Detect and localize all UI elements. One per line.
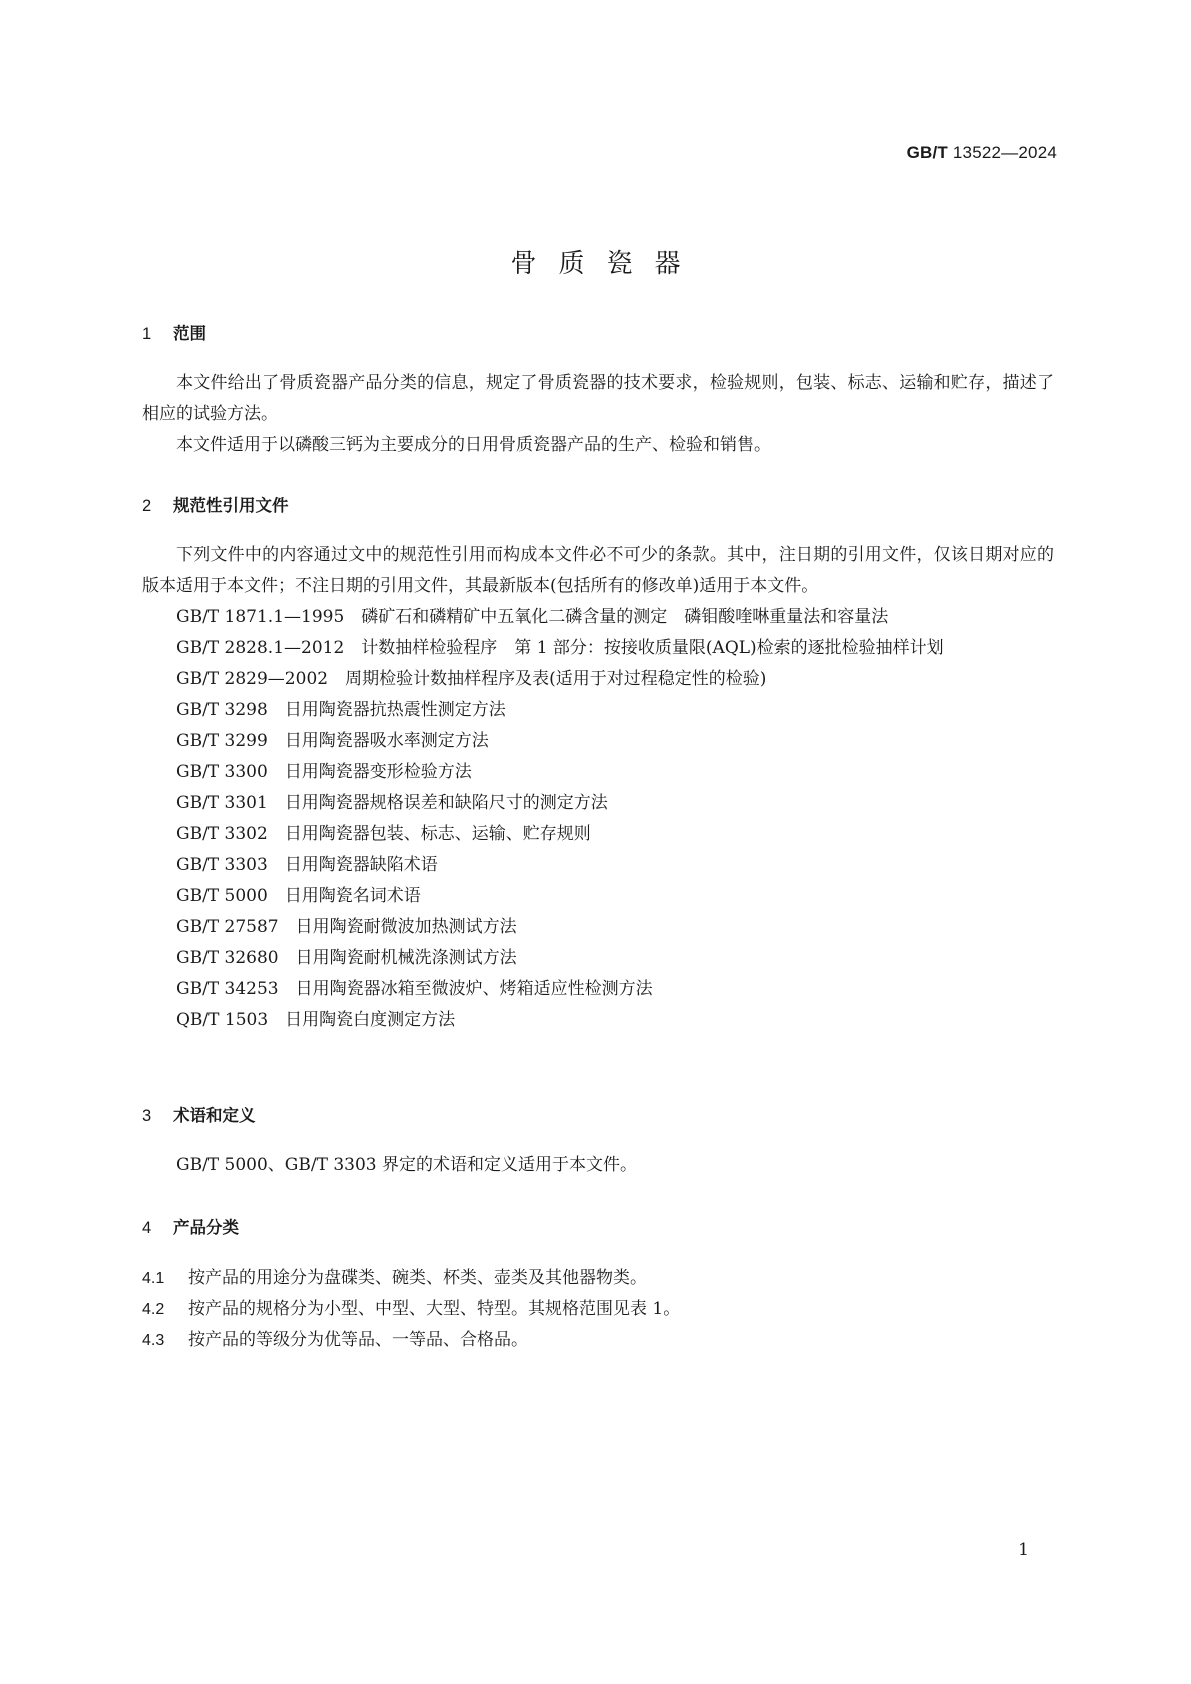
section-2-heading: [142, 492, 289, 516]
clause-number: 4.3: [142, 1332, 165, 1349]
reference-code: GB/T 1871.1—1995: [176, 607, 345, 627]
reference-title: 日用陶瓷器规格误差和缺陷尺寸的测定方法: [284, 793, 608, 813]
clause-item: [142, 1325, 1054, 1356]
reference-code: GB/T 2829—2002: [176, 669, 329, 689]
document-title: 骨质瓷器: [510, 249, 703, 279]
reference-code: GB/T 3302: [176, 824, 268, 844]
reference-title: 日用陶瓷器缺陷术语: [284, 855, 438, 875]
reference-code: GB/T 32680: [176, 948, 279, 968]
paragraph: GB/T 5000、GB/T 3303 界定的术语和定义适用于本文件。: [176, 1155, 638, 1175]
clause-number: 4.2: [142, 1301, 165, 1318]
section-1-body: [142, 368, 1054, 461]
section-title: 术语和定义: [173, 1106, 256, 1125]
page-number: 1: [1018, 1540, 1029, 1560]
section-title: 产品分类: [173, 1218, 239, 1237]
reference-title: 日用陶瓷耐微波加热测试方法: [295, 917, 517, 937]
reference-item: [142, 850, 1054, 881]
clause-item: [142, 1263, 1054, 1294]
reference-title: 日用陶瓷白度测定方法: [285, 1010, 456, 1030]
reference-title: 日用陶瓷器包装、标志、运输、贮存规则: [284, 824, 591, 844]
reference-code: QB/T 1503: [176, 1010, 269, 1030]
reference-item: [142, 974, 1054, 1005]
section-1-heading: [142, 320, 206, 344]
paragraph: 本文件给出了骨质瓷器产品分类的信息，规定了骨质瓷器的技术要求，检验规则，包装、标志、运输和贮存，描述了相应的试验方法。: [142, 373, 1054, 424]
section-number: 3: [142, 1107, 152, 1125]
standard-number: [907, 143, 1057, 163]
reference-code: GB/T 3301: [176, 793, 268, 813]
clause-text: 按产品的用途分为盘碟类、碗类、杯类、壶类及其他器物类。: [188, 1268, 647, 1288]
reference-item: [142, 943, 1054, 974]
reference-code: GB/T 3298: [176, 700, 268, 720]
reference-item: [142, 757, 1054, 788]
section-number: 1: [142, 325, 152, 343]
reference-title: 计数抽样检验程序 第 1 部分：按接收质量限(AQL)检索的逐批检验抽样计划: [361, 638, 944, 658]
section-number: 4: [142, 1219, 152, 1237]
reference-title: 日用陶瓷器抗热震性测定方法: [284, 700, 506, 720]
paragraph: 本文件适用于以磷酸三钙为主要成分的日用骨质瓷器产品的生产、检验和销售。: [176, 435, 771, 455]
section-title: 范围: [173, 324, 206, 343]
reference-title: 日用陶瓷名词术语: [284, 886, 421, 906]
reference-item: [142, 602, 1054, 633]
section-3-body: [142, 1150, 1054, 1181]
reference-item: [142, 788, 1054, 819]
reference-code: GB/T 34253: [176, 979, 279, 999]
section-number: 2: [142, 497, 152, 515]
reference-title: 日用陶瓷器冰箱至微波炉、烤箱适应性检测方法: [295, 979, 653, 999]
reference-item: [142, 819, 1054, 850]
clause-item: [142, 1294, 1054, 1325]
reference-code: GB/T 27587: [176, 917, 279, 937]
reference-code: GB/T 3303: [176, 855, 268, 875]
reference-code: GB/T 5000: [176, 886, 268, 906]
clause-text: 按产品的规格分为小型、中型、大型、特型。其规格范围见表 1。: [188, 1299, 681, 1319]
section-4-heading: [142, 1214, 239, 1238]
reference-item: [142, 881, 1054, 912]
reference-title: 日用陶瓷器吸水率测定方法: [284, 731, 489, 751]
reference-title: 磷矿石和磷精矿中五氧化二磷含量的测定 磷钼酸喹啉重量法和容量法: [361, 607, 889, 627]
section-3-heading: [142, 1102, 256, 1126]
clause-number: 4.1: [142, 1270, 165, 1287]
reference-title: 周期检验计数抽样程序及表(适用于对过程稳定性的检验): [345, 669, 767, 689]
standard-code: 13522—2024: [947, 143, 1057, 162]
reference-item: [142, 912, 1054, 943]
section-2-body: [142, 540, 1054, 1036]
reference-item: [142, 1005, 1054, 1036]
section-4-body: [142, 1263, 1054, 1356]
reference-code: GB/T 2828.1—2012: [176, 638, 345, 658]
reference-title: 日用陶瓷器变形检验方法: [284, 762, 472, 782]
section-title: 规范性引用文件: [173, 496, 289, 515]
reference-item: [142, 726, 1054, 757]
standard-prefix: GB/T: [906, 143, 948, 162]
reference-code: GB/T 3300: [176, 762, 268, 782]
reference-code: GB/T 3299: [176, 731, 268, 751]
reference-title: 日用陶瓷耐机械洗涤测试方法: [295, 948, 517, 968]
clause-text: 按产品的等级分为优等品、一等品、合格品。: [188, 1330, 528, 1350]
reference-item: [142, 633, 1054, 664]
reference-item: [142, 695, 1054, 726]
reference-item: [142, 664, 1054, 695]
paragraph: 下列文件中的内容通过文中的规范性引用而构成本文件必不可少的条款。其中，注日期的引用文件，仅该日期对应的版本适用于本文件；不注日期的引用文件，其最新版本(包括所有的修改单)适用于本文件。: [142, 545, 1054, 596]
